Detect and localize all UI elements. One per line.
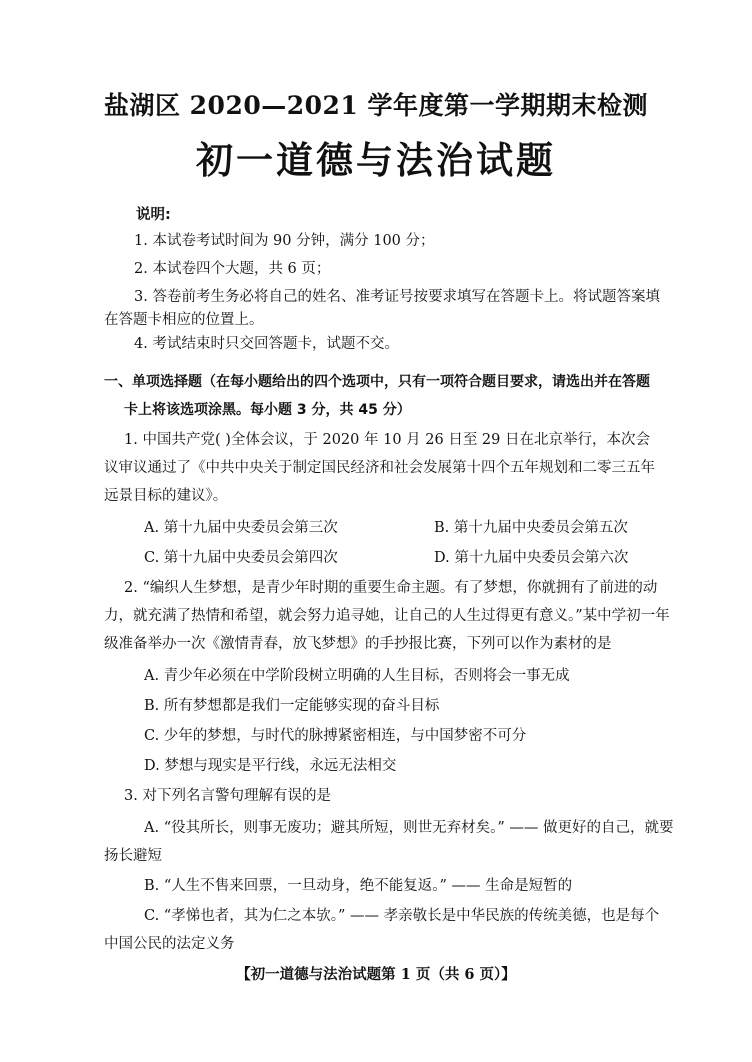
question-2-text: 2. “编织人生梦想，是青少年时期的重要生命主题。有了梦想，你就拥有了前进的动: [124, 580, 658, 596]
question-1-text: 远景目标的建议》。: [104, 488, 228, 504]
exam-subtitle: 盐湖区 2020—2021 学年度第一学期期末检测: [103, 91, 649, 120]
question-3-option-c: C. “孝悌也者，其为仁之本欤。” —— 孝亲敬长是中华民族的传统美德，也是每个: [144, 908, 660, 924]
question-3-option-b: B. “人生不售来回票，一旦动身，绝不能复返。” —— 生命是短暂的: [144, 878, 573, 894]
instruction-item: 4. 考试结束时只交回答题卡，试题不交。: [134, 336, 399, 352]
exam-title: 初一道德与法治试题: [196, 138, 556, 182]
question-2-option-a: A. 青少年必须在中学阶段树立明确的人生目标，否则将会一事无成: [144, 668, 570, 684]
question-3-text: 3. 对下列名言警句理解有误的是: [124, 788, 331, 804]
question-3-option-a-cont: 扬长避短: [104, 848, 162, 864]
section-heading-cont: 卡上将该选项涂黑。每小题 3 分，共 45 分）: [124, 402, 411, 418]
instruction-item: 在答题卡相应的位置上。: [104, 312, 264, 328]
question-1-text: 1. 中国共产党( )全体会议，于 2020 年 10 月 26 日至 29 日在北京举行，本次会: [124, 432, 650, 448]
question-1-option-d: D. 第十九届中央委员会第六次: [434, 550, 629, 566]
question-2-option-b: B. 所有梦想都是我们一定能够实现的奋斗目标: [144, 698, 440, 714]
question-1-text: 议审议通过了《中共中央关于制定国民经济和社会发展第十四个五年规划和二零三五年: [104, 460, 655, 476]
page-footer: 【初一道德与法治试题第 1 页（共 6 页）】: [236, 966, 516, 983]
question-2-text: 力，就充满了热情和希望，就会努力追寻她，让自己的人生过得更有意义。”某中学初一年: [104, 608, 670, 624]
question-1-option-c: C. 第十九届中央委员会第四次: [144, 550, 338, 566]
instructions-heading: 说明:: [136, 207, 171, 223]
question-1-option-a: A. 第十九届中央委员会第三次: [144, 520, 338, 536]
instruction-item: 1. 本试卷考试时间为 90 分钟，满分 100 分；: [134, 233, 435, 249]
question-2-text: 级准备举办一次《激情青春，放飞梦想》的手抄报比赛，下列可以作为素材的是: [104, 636, 612, 652]
question-1-option-b: B. 第十九届中央委员会第五次: [434, 520, 628, 536]
question-2-option-c: C. 少年的梦想，与时代的脉搏紧密相连，与中国梦密不可分: [144, 728, 527, 744]
instruction-item: 2. 本试卷四个大题，共 6 页；: [134, 261, 331, 277]
section-heading: 一、单项选择题（在每小题给出的四个选项中，只有一项符合题目要求，请选出并在答题: [104, 374, 650, 390]
question-2-option-d: D. 梦想与现实是平行线，永远无法相交: [144, 758, 397, 774]
question-3-option-c-cont: 中国公民的法定义务: [104, 936, 235, 952]
question-3-option-a: A. “役其所长，则事无废功；避其所短，则世无弃材矣。” —— 做更好的自己，就要: [144, 820, 674, 836]
instruction-item: 3. 答卷前考生务必将自己的姓名、准考证号按要求填写在答题卡上。将试题答案填: [134, 289, 660, 305]
